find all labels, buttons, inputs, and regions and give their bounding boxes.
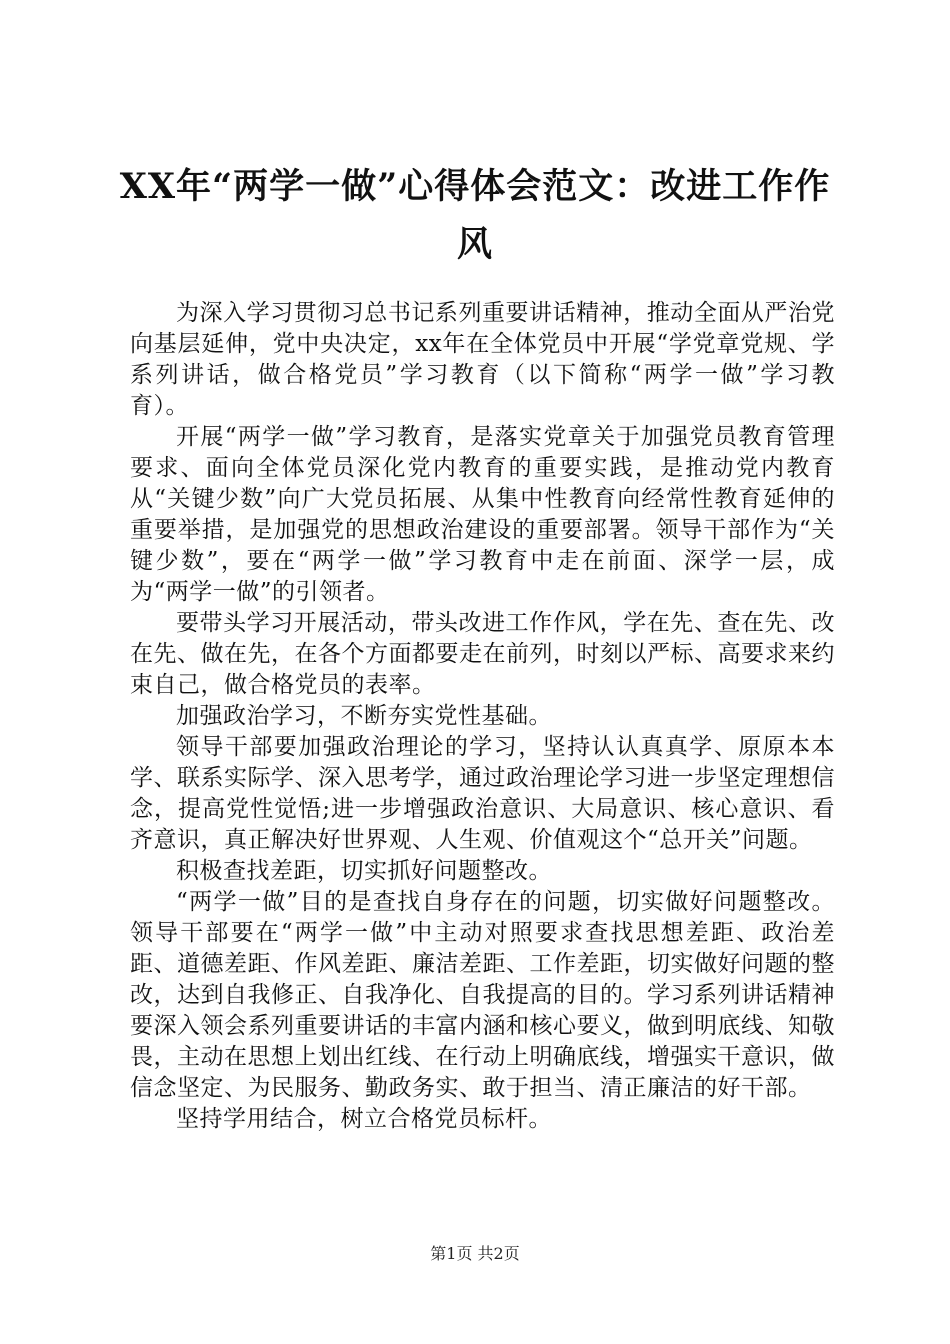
section-heading: 积极查找差距，切实抓好问题整改。 xyxy=(176,858,552,884)
paragraph: “两学一做”目的是查找自身存在的问题，切实做好问题整改。领导干部要在“两学一做”中主动对照要求查找思想差距、政治差距、道德差距、作风差距、廉洁差距、工作差距，切实做好问题的整改，达到自我修正、自我净化、自我提高的目的。学习系列讲话精神要深入领会系列重要讲话的丰富内涵和核心要义，做到明底线、知敬畏，主动在思想上划出红线、在行动上明确底线，增强实干意识，做信念坚定、为民服务、勤政务实、敢于担当、清正廉洁的好干部。 xyxy=(130,889,835,1101)
paragraph: 领导干部要加强政治理论的学习，坚持认认真真学、原原本本学、联系实际学、深入思考学，通过政治理论学习进一步坚定理想信念，提高党性觉悟;进一步增强政治意识、大局意识、核心意识、看齐意识，真正解决好世界观、人生观、价值观这个“总开关”问题。 xyxy=(130,734,835,853)
paragraph: 要带头学习开展活动，带头改进工作作风，学在先、查在先、改在先、做在先，在各个方面都要走在前列，时刻以严标、高要求来约束自己，做合格党员的表率。 xyxy=(130,610,835,698)
document-title: XX年“两学一做”心得体会范文：改进工作作风 xyxy=(119,166,831,265)
paragraph: 开展“两学一做”学习教育，是落实党章关于加强党员教育管理要求、面向全体党员深化党内教育的重要实践，是推动党内教育从“关键少数”向广大党员拓展、从集中性教育向经常性教育延伸的重要举措，是加强党的思想政治建设的重要部署。领导干部作为“关键少数”，要在“两学一做”学习教育中走在前面、深学一层，成为“两学一做”的引领者。 xyxy=(130,424,835,605)
document-body xyxy=(130,298,835,1135)
section-heading: 坚持学用结合，树立合格党员标杆。 xyxy=(176,1106,552,1132)
section-heading: 加强政治学习，不断夯实党性基础。 xyxy=(176,703,552,729)
page-number-footer: 第1页 共2页 xyxy=(430,1244,520,1263)
paragraph: 为深入学习贯彻习总书记系列重要讲话精神，推动全面从严治党向基层延伸，党中央决定，xx年在全体党员中开展“学党章党规、学系列讲话，做合格党员”学习教育（以下简称“两学一做”学习教育）。 xyxy=(130,300,835,419)
